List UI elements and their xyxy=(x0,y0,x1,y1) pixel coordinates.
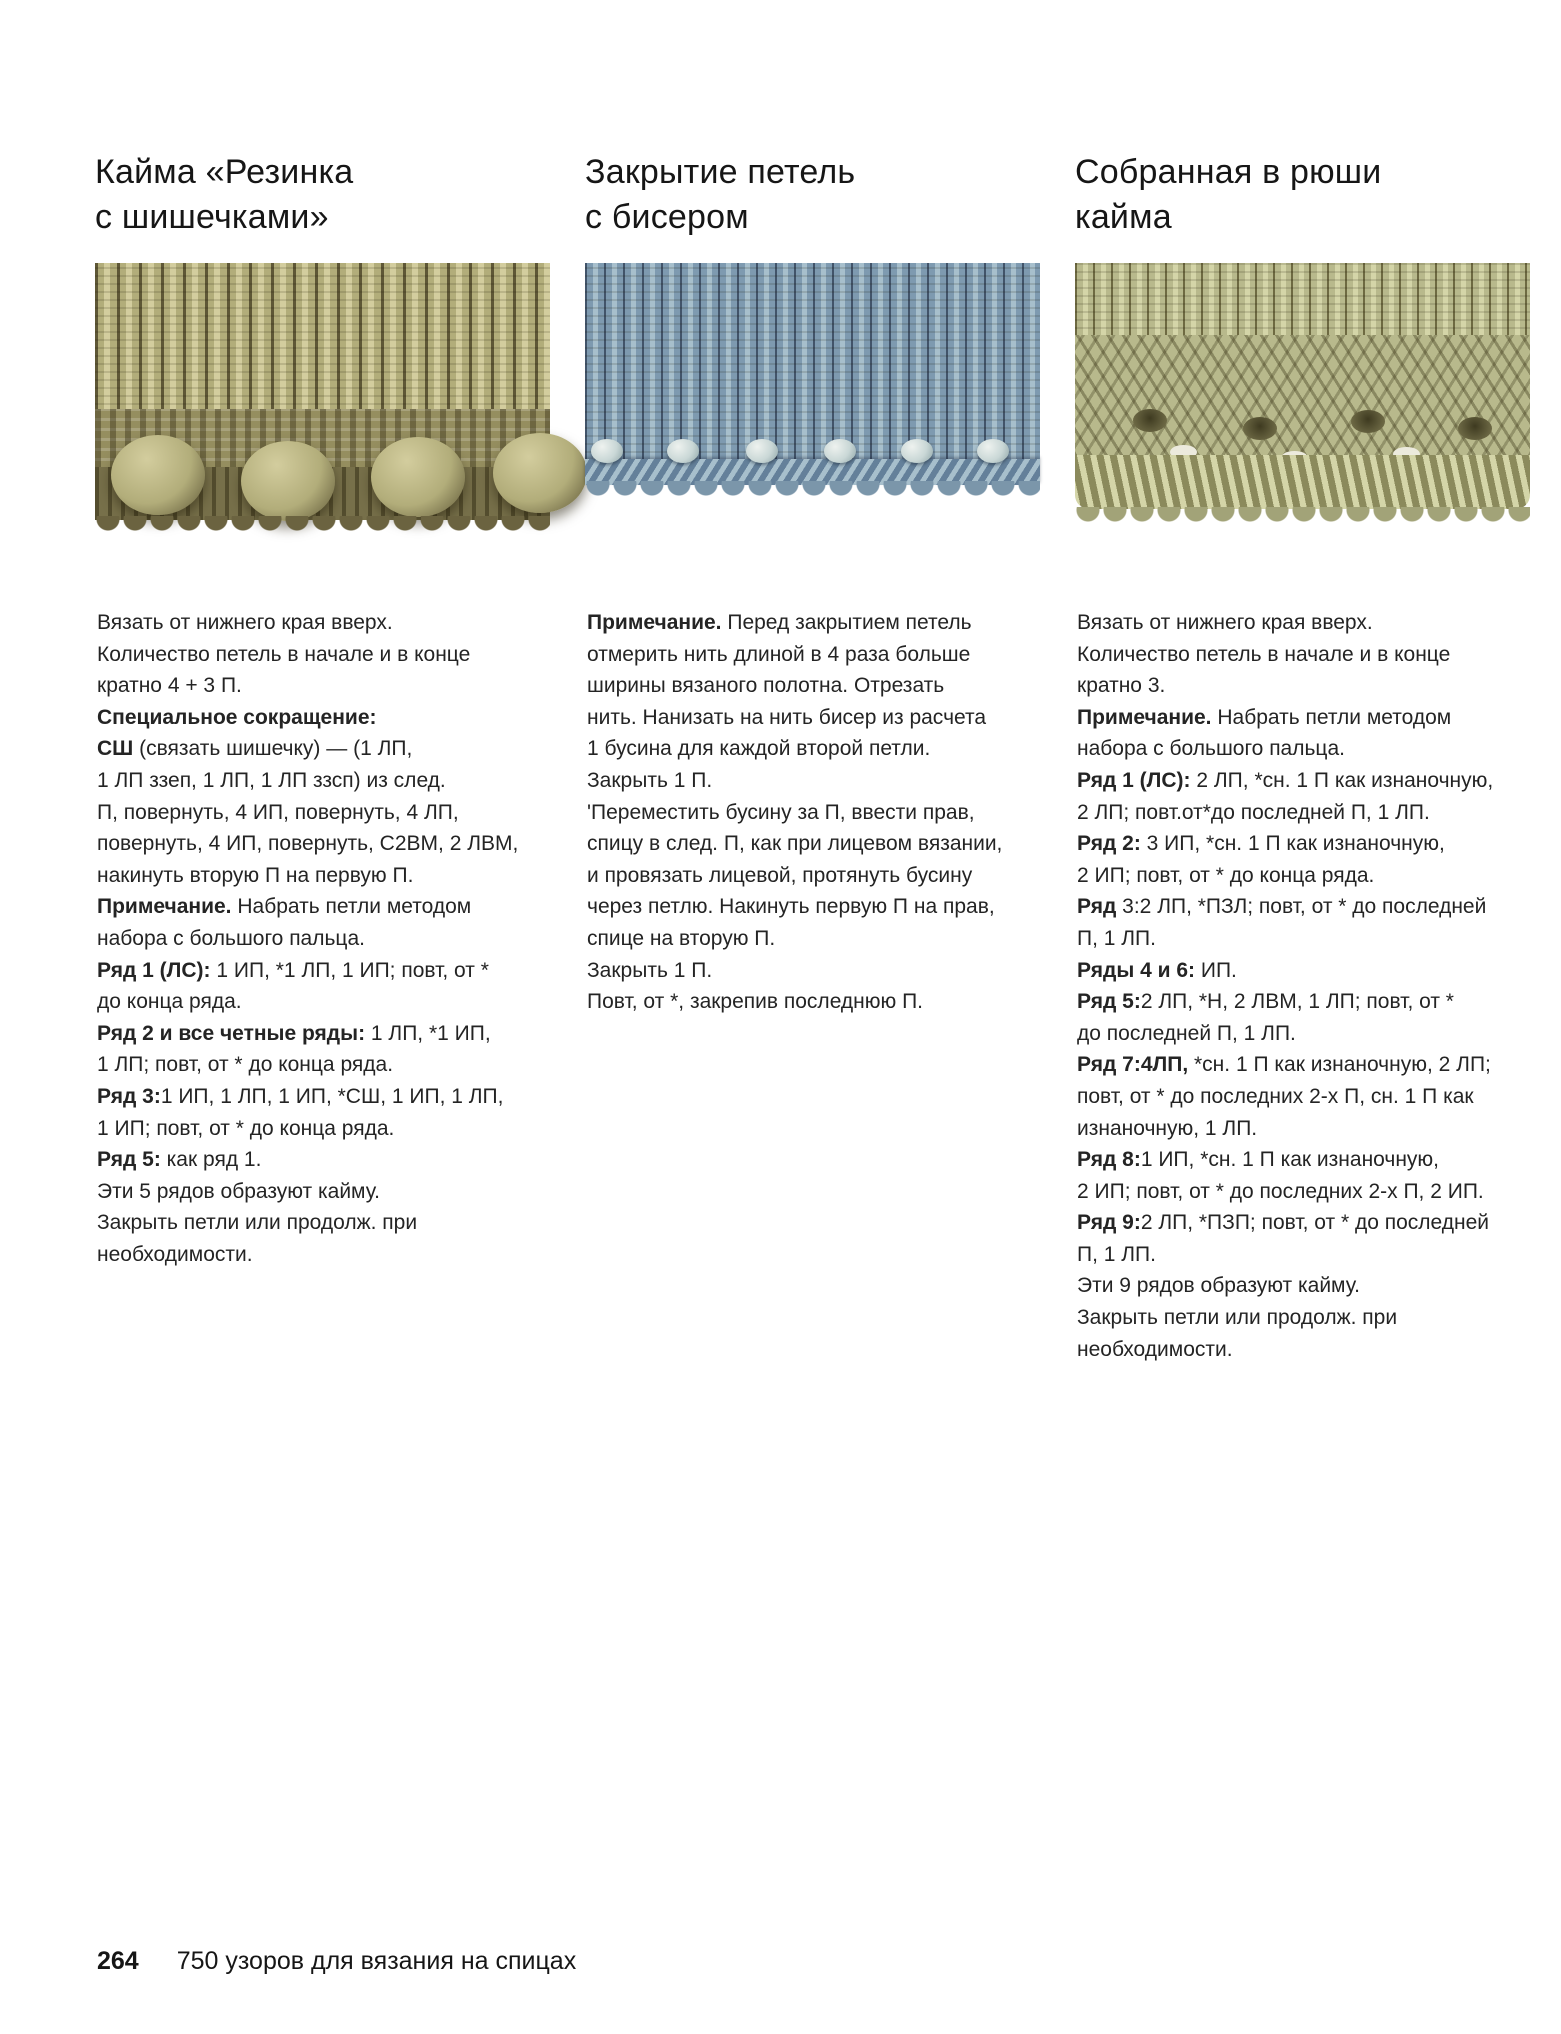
instruction-line: повт, от * до последних 2-х П, сн. 1 П как xyxy=(1077,1084,1474,1108)
book-title: 750 узоров для вязания на спицах xyxy=(176,1947,577,1975)
instruction-line: накинуть вторую П на первую П. xyxy=(97,863,414,887)
pattern-column-ruffled-border xyxy=(1075,0,1531,2034)
instruction-line: набора с большого пальца. xyxy=(1077,737,1345,761)
instruction-line: 2 ЛП; повт.от*до последней П, 1 ЛП. xyxy=(1077,800,1430,824)
instruction-line: Специальное сокращение: xyxy=(97,705,377,729)
ruffle-gather-band xyxy=(1075,335,1530,457)
instruction-line: нить. Нанизать на нить бисер из расчета xyxy=(587,705,987,729)
instruction-line: повернуть, 4 ИП, повернуть, С2ВМ, 2 ЛВМ, xyxy=(97,832,519,856)
instruction-line: Количество петель в начале и в конце xyxy=(97,642,471,666)
pattern-title-line: Закрытие петель xyxy=(585,153,856,191)
swatch-photo-bobble-rib xyxy=(95,263,550,532)
wavy-edge xyxy=(1075,507,1530,524)
rolled-lower-edge xyxy=(1075,455,1530,509)
instruction-line: набора с большого пальца. xyxy=(97,926,365,950)
page-footer xyxy=(97,1947,576,1976)
instruction-line: СШ (связать шишечку) — (1 ЛП, xyxy=(97,737,413,761)
instruction-line: Ряд 7:4ЛП, *сн. 1 П как изнаночную, 2 ЛП; xyxy=(1077,1053,1491,1077)
instruction-line: ширины вязаного полотна. Отрезать xyxy=(587,674,945,698)
instruction-line: Количество петель в начале и в конце xyxy=(1077,642,1451,666)
bead xyxy=(746,439,778,463)
instruction-line: 2 ИП; повт, от * до последних 2-х П, 2 ИП. xyxy=(1077,1179,1484,1203)
instruction-line: Примечание. Набрать петли методом xyxy=(97,895,472,919)
knit-stockinette-texture xyxy=(585,263,1040,461)
instruction-line: П, повернуть, 4 ИП, повернуть, 4 ЛП, xyxy=(97,800,459,824)
instruction-line: Вязать от нижнего края вверх. xyxy=(1077,611,1373,634)
pattern-title xyxy=(585,150,855,240)
pattern-title-line: Собранная в рюши xyxy=(1075,153,1382,191)
bobble xyxy=(111,435,205,515)
knit-stockinette-texture xyxy=(1075,263,1530,337)
instruction-line: спицу в след. П, как при лицевом вязании, xyxy=(587,832,1003,856)
instruction-line: 'Переместить бусину за П, ввести прав, xyxy=(587,800,975,824)
instruction-line: П, 1 ЛП. xyxy=(1077,1242,1156,1266)
instruction-line: Ряд 8:1 ИП, *сн. 1 П как изнаночную, xyxy=(1077,1148,1440,1172)
instruction-line: изнаночную, 1 ЛП. xyxy=(1077,1116,1258,1140)
instruction-line: кратно 4 + 3 П. xyxy=(97,674,242,698)
instruction-line: Ряд 3:1 ИП, 1 ЛП, 1 ИП, *СШ, 1 ИП, 1 ЛП, xyxy=(97,1084,504,1108)
swatch-photo-beaded-bindoff xyxy=(585,263,1040,509)
page-number: 264 xyxy=(97,1947,139,1975)
bead xyxy=(591,439,623,463)
swatch-photo-ruffled-border xyxy=(1075,263,1530,521)
bead xyxy=(667,439,699,463)
pattern-title-line: Кайма «Резинка xyxy=(95,153,354,191)
instruction-line: Ряд 5: как ряд 1. xyxy=(97,1148,262,1172)
instruction-line: Ряд 2: 3 ИП, *сн. 1 П как изнаночную, xyxy=(1077,832,1445,856)
instruction-line: 2 ИП; повт, от * до конца ряда. xyxy=(1077,863,1375,887)
eyelet-hole xyxy=(1458,417,1492,440)
instruction-line: 1 бусина для каждой второй петли. xyxy=(587,737,931,761)
instruction-line: 1 ЛП; повт, от * до конца ряда. xyxy=(97,1053,394,1077)
instruction-line: через петлю. Накинуть первую П на прав, xyxy=(587,895,995,919)
instruction-line: Повт, от *, закрепив последнюю П. xyxy=(587,990,924,1014)
instruction-line: Ряд 5:2 ЛП, *Н, 2 ЛВМ, 1 ЛП; повт, от * xyxy=(1077,990,1454,1014)
instruction-line: П, 1 ЛП. xyxy=(1077,926,1156,950)
eyelet-hole xyxy=(1133,409,1167,432)
instruction-line: Закрыть 1 П. xyxy=(587,768,713,792)
pattern-title-line: с бисером xyxy=(585,198,749,236)
pattern-title-line: с шишечками» xyxy=(95,198,329,236)
instruction-line: 1 ИП; повт, от * до конца ряда. xyxy=(97,1116,395,1140)
instruction-line: кратно 3. xyxy=(1077,674,1166,698)
wavy-edge xyxy=(585,481,1040,498)
bobble xyxy=(371,437,465,517)
pattern-title xyxy=(95,150,353,240)
instruction-line: Примечание. Перед закрытием петель xyxy=(587,611,972,634)
instruction-line: спице на вторую П. xyxy=(587,926,776,950)
instruction-line: необходимости. xyxy=(1077,1337,1233,1361)
instruction-line: Закрыть 1 П. xyxy=(587,958,713,982)
instruction-line: и провязать лицевой, протянуть бусину xyxy=(587,863,973,887)
bobble xyxy=(241,441,335,521)
pattern-column-bobble-rib xyxy=(95,0,551,2034)
pattern-title xyxy=(1075,150,1381,240)
instruction-line: Ряд 2 и все четные ряды: 1 ЛП, *1 ИП, xyxy=(97,1021,491,1045)
pattern-instructions xyxy=(97,607,518,1270)
pattern-column-beaded-bindoff xyxy=(585,0,1041,2034)
instruction-line: Вязать от нижнего края вверх. xyxy=(97,611,393,634)
instruction-line: Ряд 9:2 ЛП, *ПЗП; повт, от * до последней xyxy=(1077,1211,1490,1235)
instruction-line: до конца ряда. xyxy=(97,990,242,1014)
instruction-line: отмерить нить длиной в 4 раза больше xyxy=(587,642,971,666)
eyelet-hole xyxy=(1351,410,1385,433)
instruction-line: Ряд 1 (ЛС): 2 ЛП, *сн. 1 П как изнаночную, xyxy=(1077,768,1494,792)
instruction-line: Примечание. Набрать петли методом xyxy=(1077,705,1452,729)
instruction-line: Ряды 4 и 6: ИП. xyxy=(1077,958,1237,982)
instruction-line: 1 ЛП ззеп, 1 ЛП, 1 ЛП ззсп) из след. xyxy=(97,768,446,792)
instruction-line: до последней П, 1 ЛП. xyxy=(1077,1021,1296,1045)
eyelet-hole xyxy=(1243,417,1277,440)
pattern-title-line: кайма xyxy=(1075,198,1172,236)
instruction-line: Эти 5 рядов образуют кайму. xyxy=(97,1179,380,1203)
instruction-line: Закрыть петли или продолж. при xyxy=(1077,1306,1398,1330)
bead xyxy=(977,439,1009,463)
instruction-line: Ряд 1 (ЛС): 1 ИП, *1 ЛП, 1 ИП; повт, от * xyxy=(97,958,489,982)
pattern-instructions xyxy=(587,607,1002,1018)
instruction-line: Ряд 3:2 ЛП, *ПЗЛ; повт, от * до последней xyxy=(1077,895,1487,919)
bead xyxy=(824,439,856,463)
pattern-instructions xyxy=(1077,607,1493,1365)
scalloped-edge xyxy=(95,516,550,533)
bobble xyxy=(493,433,587,513)
instruction-line: необходимости. xyxy=(97,1242,253,1266)
instruction-line: Закрыть петли или продолж. при xyxy=(97,1211,418,1235)
knit-rib-texture xyxy=(95,263,550,413)
instruction-line: Эти 9 рядов образуют кайму. xyxy=(1077,1274,1360,1298)
bead xyxy=(901,439,933,463)
